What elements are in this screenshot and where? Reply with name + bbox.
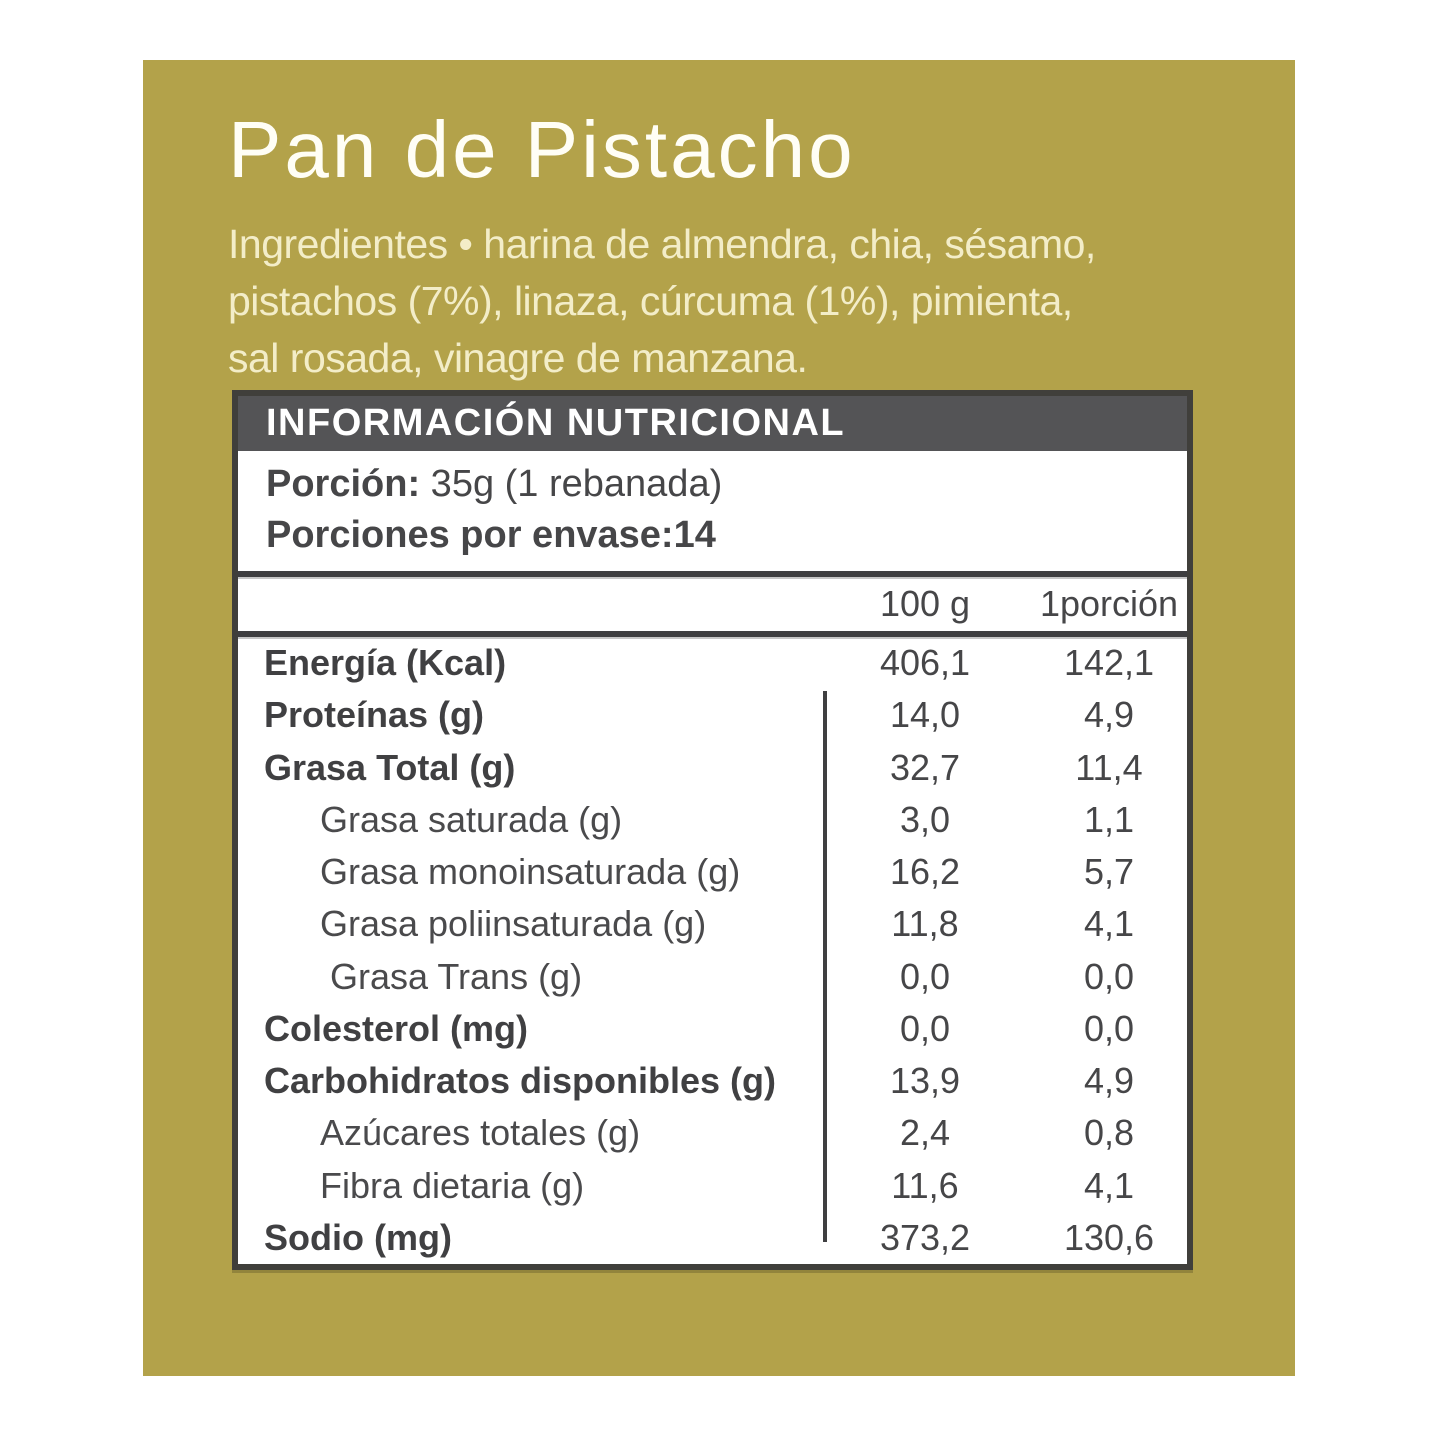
nutrient-label: Grasa monoinsaturada (g) <box>320 851 741 893</box>
nutrient-label: Sodio (mg) <box>264 1216 452 1258</box>
column-divider-line <box>823 691 827 1242</box>
value-100g: 32,7 <box>889 746 961 788</box>
table-row-grasa-total <box>238 742 1187 794</box>
nutrient-label: Grasa Trans (g) <box>330 955 583 997</box>
value-porcion: 4,9 <box>1083 694 1135 736</box>
serving-size-value: 35g (1 rebanada) <box>420 463 723 505</box>
value-100g: 2,4 <box>899 1112 951 1154</box>
nutrition-table <box>232 390 1193 1270</box>
ingredients-line-1: Ingredientes • harina de almendra, chia, sésamo, <box>228 221 1096 267</box>
table-row-grasa-saturada <box>238 794 1187 846</box>
value-100g: 406,1 <box>879 642 971 684</box>
value-100g: 0,0 <box>899 1007 951 1049</box>
column-header-100g: 100 g <box>879 583 971 624</box>
serving-info <box>238 451 1187 571</box>
serving-size-line <box>266 459 1187 510</box>
table-row-grasa-trans <box>238 951 1187 1003</box>
value-porcion: 11,4 <box>1075 746 1143 788</box>
divider-rule-top <box>238 571 1187 577</box>
value-porcion: 0,8 <box>1083 1112 1135 1154</box>
nutrient-label: Proteínas (g) <box>264 694 485 736</box>
nutrient-label: Grasa poliinsaturada (g) <box>320 903 707 945</box>
label-panel <box>143 60 1295 1376</box>
value-porcion: 5,7 <box>1083 851 1135 893</box>
nutrient-label: Grasa saturada (g) <box>320 798 623 840</box>
table-row-proteinas <box>238 689 1187 741</box>
value-porcion: 4,9 <box>1083 1060 1135 1102</box>
value-100g: 13,9 <box>889 1060 961 1102</box>
table-row-colesterol <box>238 1003 1187 1055</box>
value-porcion: 0,0 <box>1083 1007 1135 1049</box>
table-row-grasa-monoinsaturada <box>238 846 1187 898</box>
value-100g: 11,6 <box>891 1164 959 1206</box>
value-100g: 14,0 <box>889 694 961 736</box>
column-header-row <box>238 577 1187 631</box>
ingredients-line-3: sal rosada, vinagre de manzana. <box>228 335 808 381</box>
ingredients-line-2: pistachos (7%), linaza, cúrcuma (1%), pimienta, <box>228 278 1073 324</box>
nutrient-label: Colesterol (mg) <box>264 1007 529 1049</box>
nutrient-rows <box>238 637 1187 1264</box>
table-row-grasa-poliinsaturada <box>238 898 1187 950</box>
nutrient-label: Energía (Kcal) <box>264 642 507 684</box>
ingredients-text <box>228 216 1096 387</box>
table-row-carbohidratos <box>238 1055 1187 1107</box>
table-row-energia <box>238 637 1187 689</box>
value-porcion: 4,1 <box>1083 903 1135 945</box>
nutrition-table-title: INFORMACIÓN NUTRICIONAL <box>238 396 1187 451</box>
nutrient-label: Fibra dietaria (g) <box>320 1164 585 1206</box>
value-100g: 11,8 <box>891 903 959 945</box>
product-title: Pan de Pistacho <box>228 105 856 194</box>
value-100g: 0,0 <box>899 955 951 997</box>
value-100g: 16,2 <box>889 851 961 893</box>
value-porcion: 4,1 <box>1083 1164 1135 1206</box>
servings-per-package: Porciones por envase:14 <box>266 514 716 556</box>
table-row-sodio <box>238 1212 1187 1264</box>
value-porcion: 1,1 <box>1083 798 1135 840</box>
nutrient-label: Carbohidratos disponibles (g) <box>264 1060 777 1102</box>
value-100g: 373,2 <box>879 1216 971 1258</box>
value-porcion: 142,1 <box>1063 642 1155 684</box>
serving-size-label: Porción: <box>266 463 421 505</box>
divider-rule-bottom <box>238 631 1187 637</box>
nutrient-label: Azúcares totales (g) <box>320 1112 641 1154</box>
value-porcion: 130,6 <box>1063 1216 1155 1258</box>
nutrient-label: Grasa Total (g) <box>264 746 516 788</box>
table-row-fibra <box>238 1160 1187 1212</box>
value-100g: 3,0 <box>899 798 951 840</box>
column-header-porcion: 1porción <box>1039 583 1179 624</box>
value-porcion: 0,0 <box>1083 955 1135 997</box>
table-row-azucares <box>238 1107 1187 1159</box>
